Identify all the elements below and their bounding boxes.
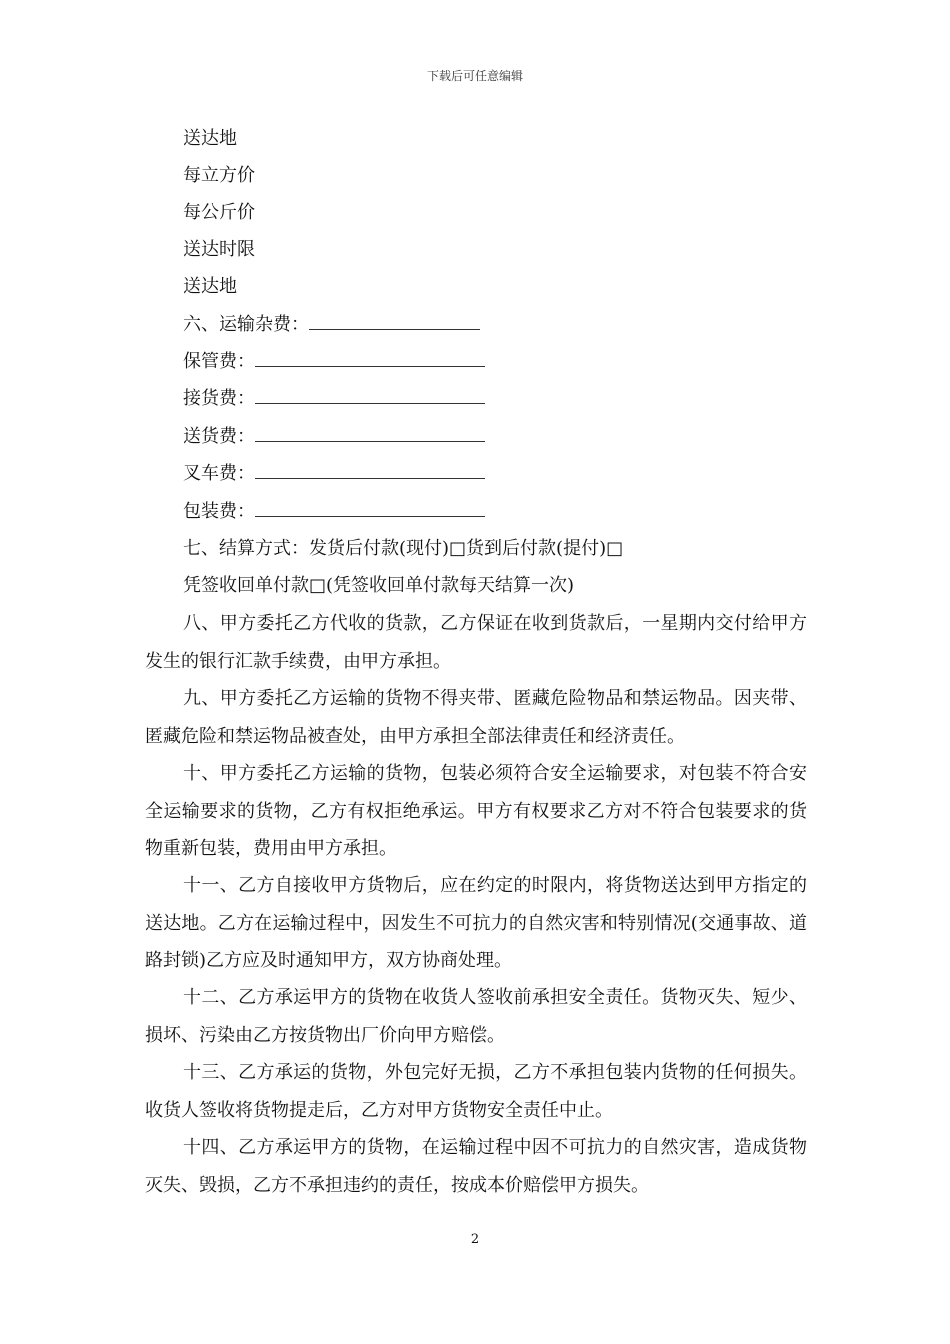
clause-paragraph: 十一、乙方自接收甲方货物后，应在约定的时限内，将货物送达到甲方指定的送达地。乙方在运输过程中，因发生不可抗力的自然灾害和特别情况(交通事故、道路封锁)乙方应及时通知甲方，双方协商处理。 bbox=[145, 875, 807, 971]
settlement-line: 七、结算方式：发货后付款(现付)□货到后付款(提付)□ bbox=[183, 538, 624, 559]
clause-paragraph: 九、甲方委托乙方运输的货物不得夹带、匿藏危险物品和禁运物品。因夹带、匿藏危险和禁运物品被查处，由甲方承担全部法律责任和经济责任。 bbox=[145, 688, 807, 747]
fee-line bbox=[183, 349, 485, 375]
fee-label: 包装费： bbox=[183, 501, 255, 522]
fee-label: 送货费： bbox=[183, 426, 255, 447]
clause-paragraph: 十二、乙方承运甲方的货物在收货人签收前承担安全责任。货物灭失、短少、损坏、污染由乙方按货物出厂价向甲方赔偿。 bbox=[145, 987, 807, 1046]
fill-blank bbox=[255, 389, 485, 404]
clause-paragraph: 八、甲方委托乙方代收的货款，乙方保证在收到货款后，一星期内交付给甲方发生的银行汇款手续费，由甲方承担。 bbox=[145, 613, 807, 672]
fee-line bbox=[183, 386, 485, 412]
list-item: 送达时限 bbox=[183, 239, 255, 260]
fee-label: 保管费： bbox=[183, 351, 255, 372]
clause-paragraph: 十、甲方委托乙方运输的货物，包装必须符合安全运输要求，对包装不符合安全运输要求的货物，乙方有权拒绝承运。甲方有权要求乙方对不符合包装要求的货物重新包装，费用由甲方承担。 bbox=[145, 763, 807, 859]
settlement-line: 凭签收回单付款□(凭签收回单付款每天结算一次) bbox=[183, 575, 575, 596]
fill-blank bbox=[255, 352, 485, 367]
fee-line bbox=[183, 461, 485, 487]
fee-label: 六、运输杂费： bbox=[183, 314, 309, 335]
fill-blank bbox=[255, 427, 485, 442]
fill-blank bbox=[255, 464, 485, 479]
list-item: 送达地 bbox=[183, 276, 237, 297]
fee-line bbox=[183, 312, 480, 338]
clause-paragraph: 十四、乙方承运甲方的货物，在运输过程中因不可抗力的自然灾害，造成货物灭失、毁损，乙方不承担违约的责任，按成本价赔偿甲方损失。 bbox=[145, 1137, 807, 1196]
fee-label: 接货费： bbox=[183, 388, 255, 409]
page-number: 2 bbox=[470, 1232, 480, 1247]
fee-label: 叉车费： bbox=[183, 463, 255, 484]
list-item: 每公斤价 bbox=[183, 202, 255, 223]
list-item: 每立方价 bbox=[183, 165, 255, 186]
fill-blank bbox=[255, 502, 485, 517]
fee-line bbox=[183, 499, 485, 525]
fill-blank bbox=[309, 315, 480, 330]
page-header: 下载后可任意编辑 bbox=[426, 69, 523, 83]
clause-paragraph: 十三、乙方承运的货物，外包完好无损，乙方不承担包装内货物的任何损失。收货人签收将货物提走后，乙方对甲方货物安全责任中止。 bbox=[145, 1062, 807, 1121]
list-item: 送达地 bbox=[183, 128, 237, 149]
fee-line bbox=[183, 424, 485, 450]
